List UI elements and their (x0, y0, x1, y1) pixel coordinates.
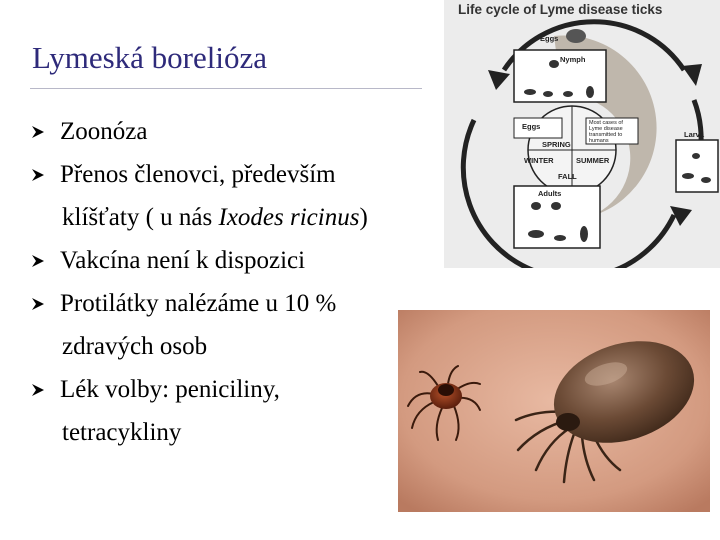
bird-icon (563, 91, 573, 97)
label-adults: Adults (538, 189, 562, 198)
bird-icon (701, 177, 711, 183)
dog-icon (554, 235, 566, 241)
label-fall: FALL (558, 172, 577, 181)
label-winter: WINTER (524, 156, 554, 165)
species-name: Ixodes ricinus (218, 204, 360, 231)
bullet-item (30, 282, 450, 368)
label-note: Most cases of Lyme disease transmitted to humans (589, 120, 623, 144)
lifecycle-diagram (444, 0, 720, 268)
arrow-bullet-icon (30, 167, 46, 183)
bullet-text: Protilátky nalézáme u 10 % (60, 290, 337, 317)
arrow-bullet-icon (30, 253, 46, 269)
title-divider (30, 88, 422, 89)
mouse-icon (682, 173, 694, 179)
arrow-bullet-icon (30, 124, 46, 140)
bullet-text-part: ) (359, 204, 368, 231)
deer-icon (528, 230, 544, 238)
human-icon (586, 86, 594, 98)
bullet-text: Lék volby: peniciliny, (60, 376, 280, 403)
arrow-bullet-icon (30, 382, 46, 398)
lifecycle-title: Life cycle of Lyme disease ticks (458, 2, 663, 17)
tick-photo (398, 310, 710, 512)
label-summer: SUMMER (576, 156, 610, 165)
slide-title: Lymeská borelióza (32, 40, 267, 75)
mouse-icon (543, 91, 553, 97)
bullet-item (30, 239, 450, 282)
larva-tick-icon (692, 153, 700, 159)
arrow-bullet-icon (30, 296, 46, 312)
bullet-text-part: klíšťaty ( u nás (62, 204, 219, 231)
tick-icon (551, 202, 561, 210)
tick-icon (549, 60, 559, 68)
bullet-continuation: zdravých osob (62, 333, 208, 360)
label-eggs-top: Eggs (540, 34, 559, 43)
bullet-continuation (60, 196, 450, 239)
bullet-item (30, 368, 450, 454)
bullet-text: Vakcína není k dispozici (60, 247, 306, 274)
arrowhead-icon (488, 70, 510, 90)
arrowhead-icon (682, 64, 702, 86)
bullet-list (30, 110, 450, 454)
label-nymph: Nymph (560, 55, 586, 64)
label-eggs-mid: Eggs (522, 122, 541, 131)
bullet-continuation: tetracykliny (62, 419, 182, 446)
bullet-text: Přenos členovci, především (60, 161, 336, 188)
lifecycle-graphic (444, 0, 720, 268)
bullet-text: Zoonóza (60, 118, 148, 145)
bullet-item (30, 110, 450, 153)
label-larva: Larva (684, 130, 705, 139)
deer-icon (524, 89, 536, 95)
bullet-item (30, 153, 450, 239)
eggs-cluster-icon (566, 29, 586, 43)
larva-box (676, 140, 718, 192)
tick-icon (531, 202, 541, 210)
label-spring: SPRING (542, 140, 571, 149)
human-icon (580, 226, 588, 242)
tick-photo-graphic (398, 310, 710, 512)
